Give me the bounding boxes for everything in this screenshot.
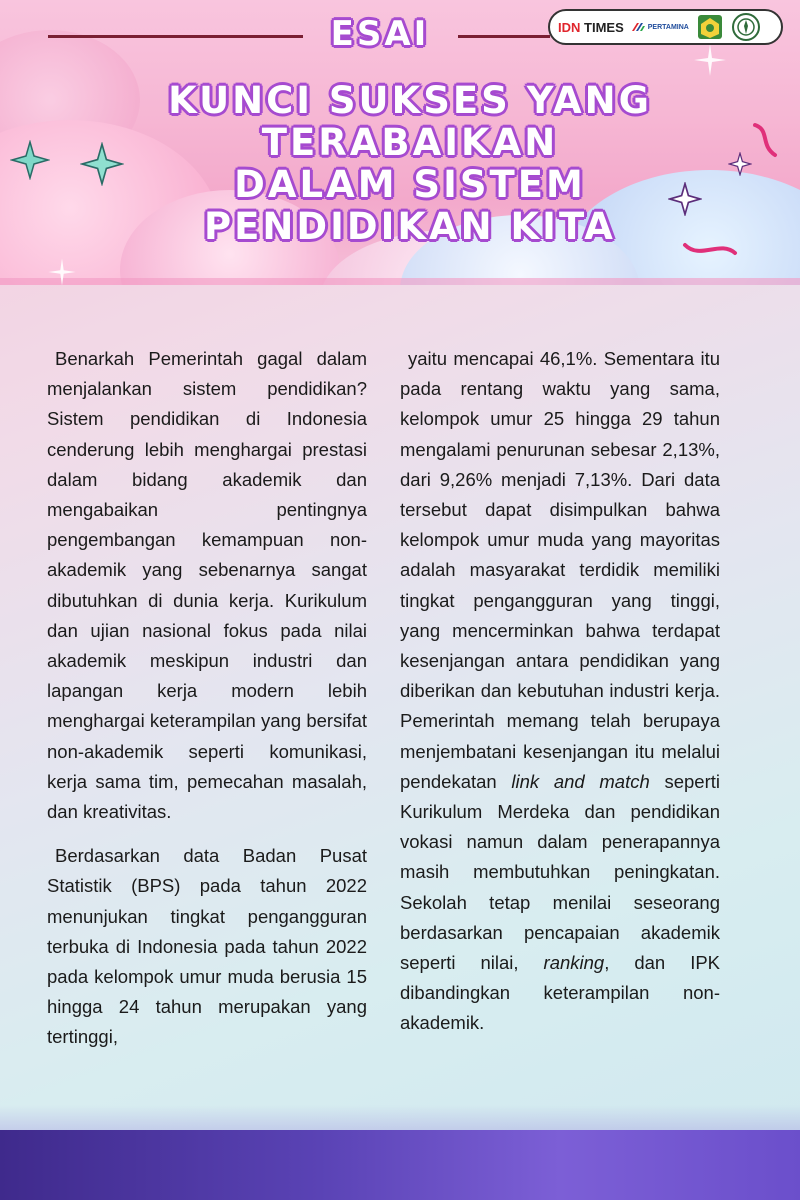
sponsor-logos [548, 9, 783, 45]
sparkle-icon [80, 142, 124, 186]
pertamina-mark-icon [630, 21, 646, 33]
article-paragraph: Benarkah Pemerintah gagal dalam menjalankan sistem pendidikan? Sistem pendidikan di Indonesia cenderung lebih menghargai prestasi dalam bidang akademik dan mengabaikan pentingnya pengembangan kemampuan non-akademik yang sebenarnya sangat dibutuhkan di dunia kerja. Kurikulum dan ujian nasional fokus pada nilai akademik meskipun industri dan lapangan kerja modern lebih menghargai keterampilan yang bersifat non-akademik seperti komunikasi, kerja sama tim, pemecahan masalah, dan kreativitas. [47, 348, 367, 823]
italic-term: ranking [543, 952, 605, 974]
title-line: KUNCI SUKSES YANG [168, 79, 652, 122]
article-column-right [400, 344, 720, 1039]
header-rule-right [458, 35, 550, 38]
sparkle-icon [690, 40, 730, 80]
sparkle-icon [728, 152, 752, 176]
article-paragraph: Berdasarkan data Badan Pusat Statistik (BPS) pada tahun 2022 menunjukan tingkat pengangguran terbuka di Indonesia pada tahun 2022 pada kelompok umur muda berusia 15 hingga 24 tahun merupakan yang tertinggi, [47, 845, 367, 1048]
streamer-icon [750, 120, 780, 160]
organization-seal-icon [731, 12, 761, 42]
title-line: TERABAIKAN [261, 121, 559, 164]
title-line: PENDIDIKAN KITA [204, 205, 616, 248]
article-column-left [47, 344, 367, 1053]
pertamina-logo: PERTAMINA [630, 21, 689, 33]
header-divider [0, 278, 800, 285]
header-rule-left [48, 35, 303, 38]
title-line: DALAM SISTEM [234, 163, 586, 206]
sparkle-icon [45, 255, 79, 285]
university-seal-icon [695, 12, 725, 42]
article-paragraph: yaitu mencapai 46,1%. Sementara itu pada rentang waktu yang sama, kelompok umur 25 hingga 29 tahun mengalami penurunan sebesar 2,13%, dari 9,26% menjadi 7,13%. Dari data tersebut dapat disimpulkan bahwa kelompok umur muda yang mayoritas adalah masyarakat terdidik memiliki tingkat pengangguran yang tinggi, yang mencerminkan bahwa terdapat kesenjangan antara pendidikan yang diberikan dan kebutuhan industri kerja. Pemerintah memang telah berupaya menjembatani kesenjangan itu melalui pendekatan link and match seperti Kurikulum Merdeka dan pendidikan vokasi namun dalam penerapannya masih membutuhkan peningkatan. Sekolah tetap menilai seseorang berdasarkan pencapaian akademik seperti nilai, ranking, dan IPK dibandingkan keterampilan non-akademik. [400, 348, 721, 1034]
italic-term: link and match [511, 770, 650, 792]
idn-times-logo: IDN TIMES [558, 19, 624, 35]
header-banner [0, 0, 800, 285]
page-title [120, 80, 700, 248]
footer-band [0, 1130, 800, 1200]
sparkle-icon [10, 140, 50, 180]
kicker-label: ESAI [330, 14, 430, 54]
